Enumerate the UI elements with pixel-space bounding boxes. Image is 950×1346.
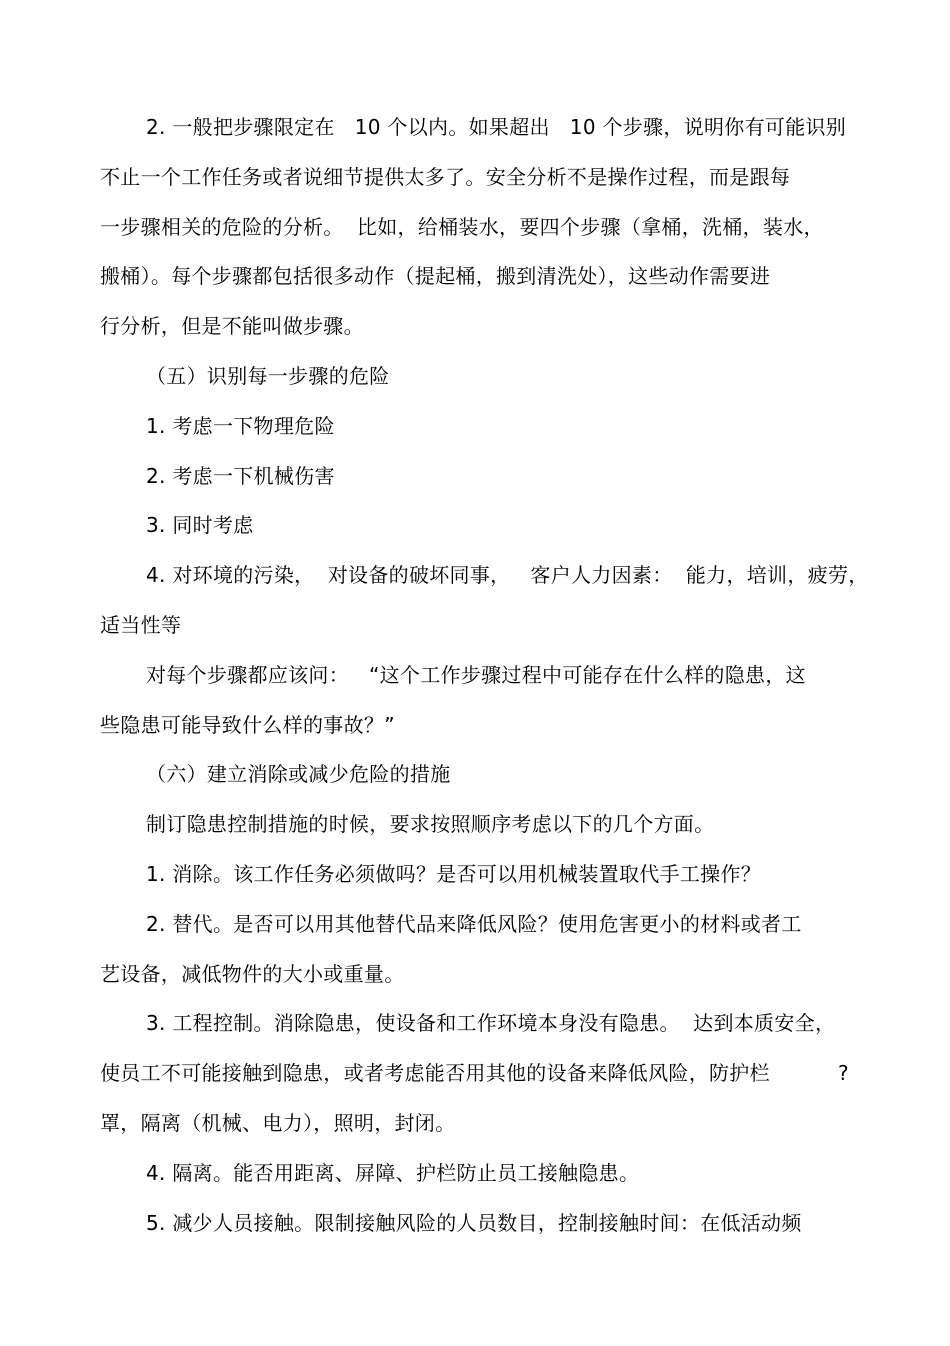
list-item: 2. 考虑一下机械伤害 [146,464,335,488]
list-item: 4. 对环境的污染， 对设备的破坏同事， 客户人力因素： 能力，培训，疲劳， [146,563,869,587]
text-line: 搬桶）。每个步骤都包括很多动作（提起桶，搬到清洗处），这些动作需要进 [100,264,771,288]
text-line: 使员工不可能接触到隐患，或者考虑能否用其他的设备来降低风险，防护栏 [100,1061,770,1085]
list-item: 4. 隔离。能否用距离、屏障、护栏防止员工接触隐患。 [146,1161,640,1185]
text-line: 对每个步骤都应该问： “这个工作步骤过程中可能存在什么样的隐患，这 [146,663,806,687]
text-line: 不止一个工作任务或者说细节提供太多了。安全分析不是操作过程，而是跟每 [100,165,791,189]
list-item: 1. 消除。该工作任务必须做吗？是否可以用机械装置取代手工操作？ [146,862,762,886]
list-item: 1. 考虑一下物理危险 [146,414,335,438]
list-item: 5. 减少人员接触。限制接触风险的人员数目，控制接触时间：在低活动频 [146,1211,802,1235]
list-item: 2. 替代。是否可以用其他替代品来降低风险？使用危害更小的材料或者工 [146,912,802,936]
list-item: 3. 工程控制。消除隐患，使设备和工作环境本身没有隐患。 达到本质安全， [146,1011,836,1035]
text-line: 2. 一般把步骤限定在 10 个以内。如果超出 10 个步骤，说明你有可能识别 [146,115,847,139]
section-heading: （五）识别每一步骤的危险 [146,364,390,388]
text-line: 艺设备，减低物件的大小或重量。 [100,962,405,986]
text-line: 一步骤相关的危险的分析。 比如，给桶装水，要四个步骤（拿桶，洗桶，装水， [100,215,824,239]
text-line: 行分析，但是不能叫做步骤。 [100,314,364,338]
list-item: 3. 同时考虑 [146,513,254,537]
section-heading: （六）建立消除或减少危险的措施 [146,762,451,786]
text-line: 些隐患可能导致什么样的事故？” [100,713,395,737]
text-line: 制订隐患控制措施的时候，要求按照顺序考虑以下的几个方面。 [146,812,715,836]
stray-question-mark: ? [838,1061,849,1085]
text-line: 罩，隔离（机械、电力），照明，封闭。 [100,1111,456,1135]
text-line: 适当性等 [100,613,182,637]
